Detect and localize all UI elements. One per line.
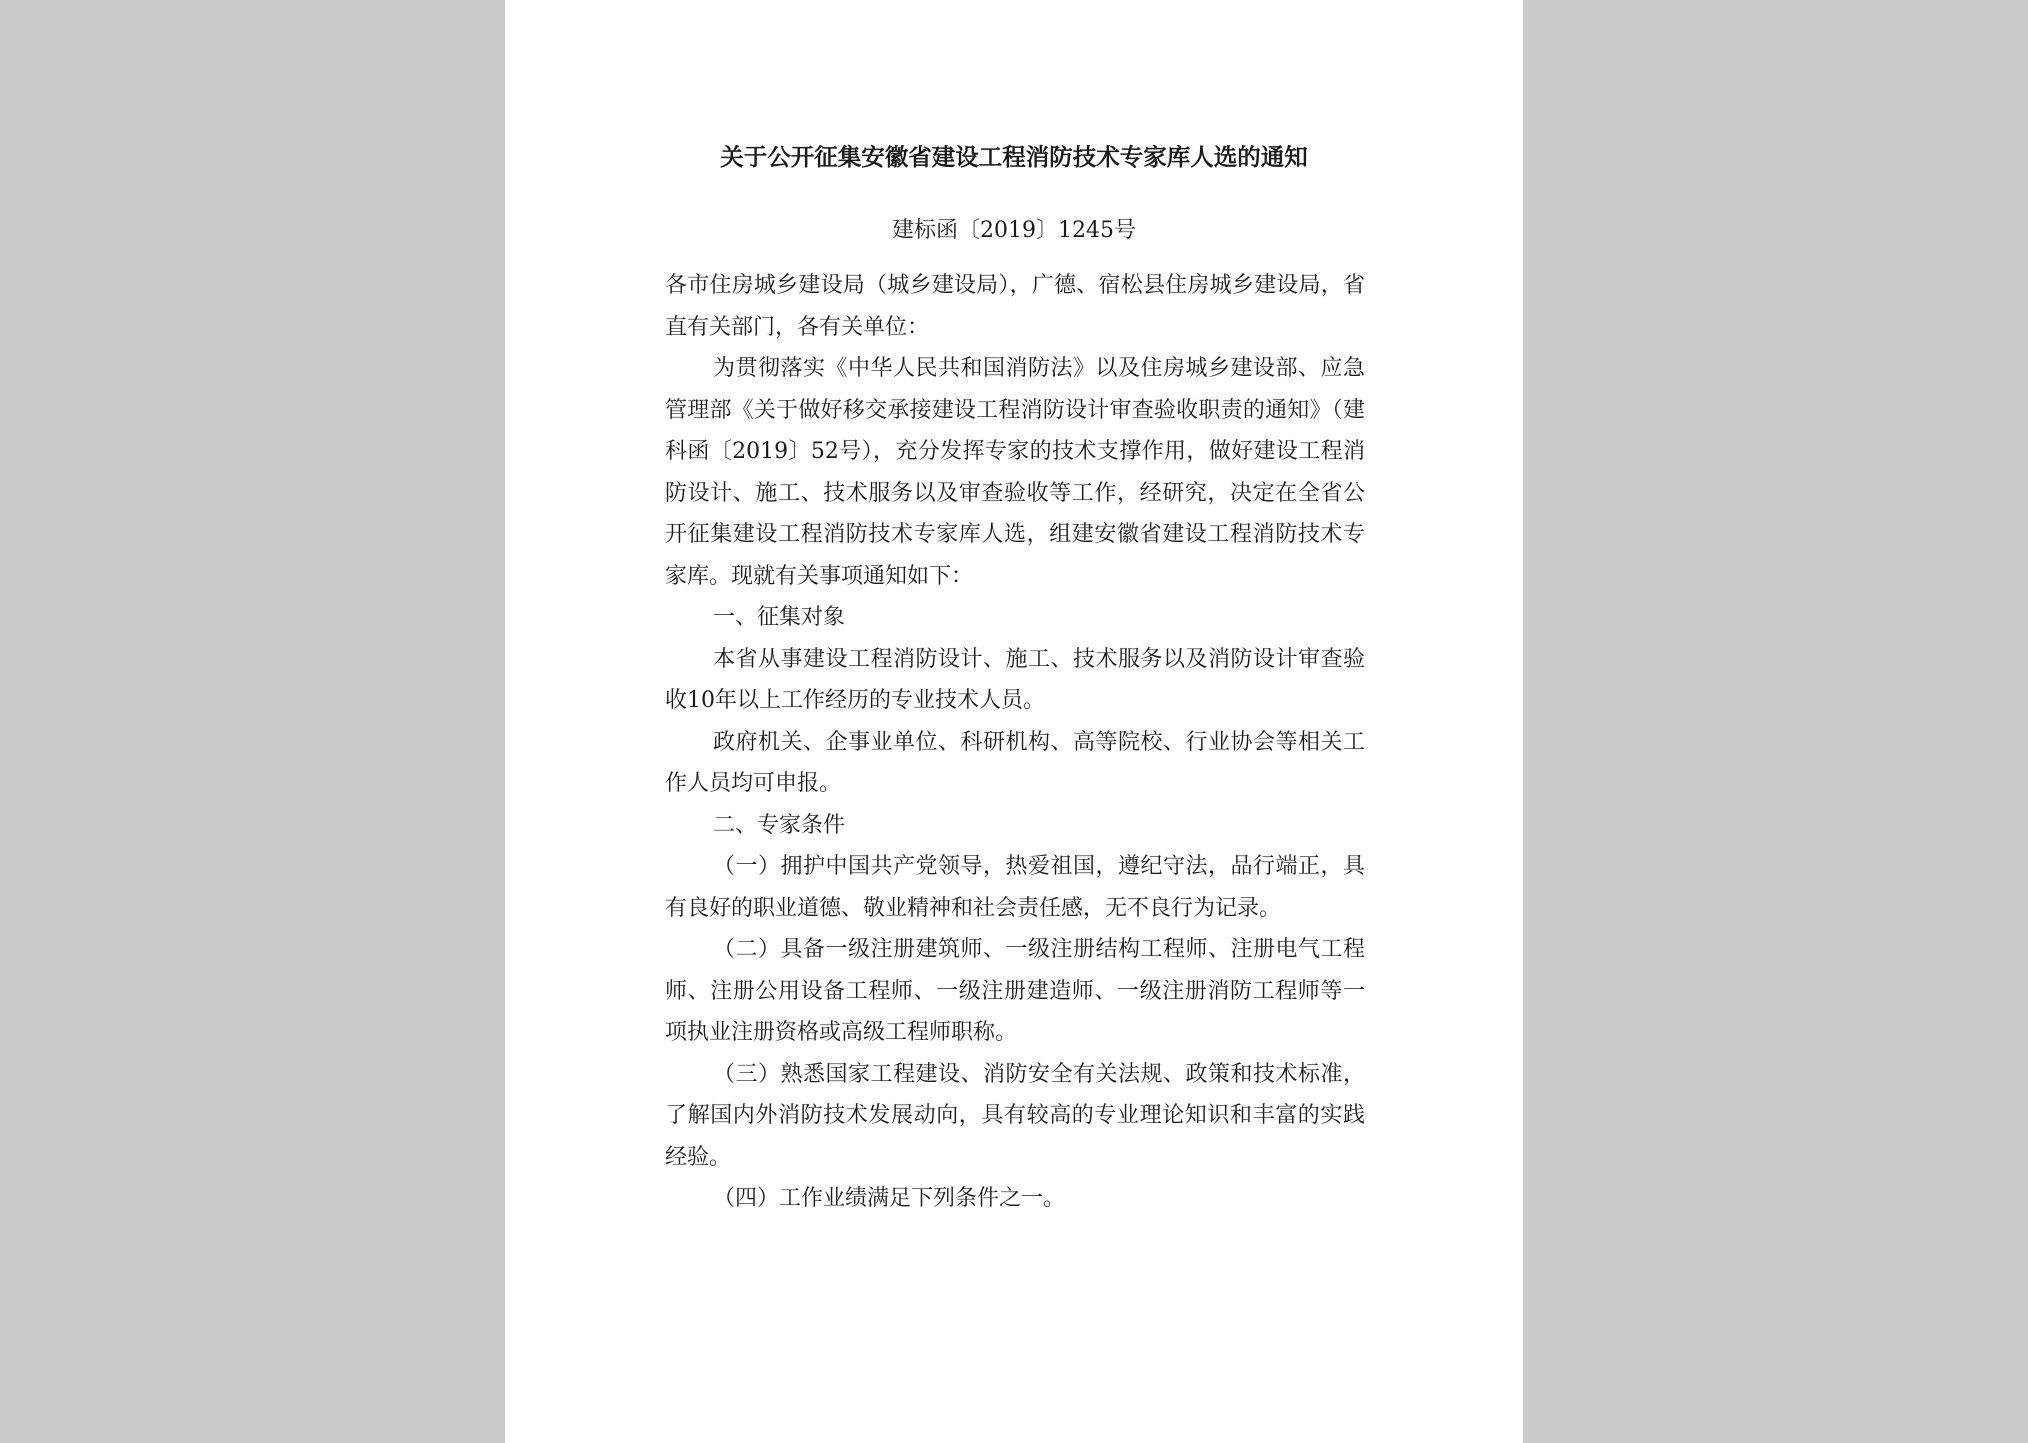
document-title: 关于公开征集安徽省建设工程消防技术专家库人选的通知 (720, 143, 1308, 171)
section-heading: 二、专家条件 (713, 812, 846, 838)
document-body (665, 265, 1365, 1220)
section-heading: 一、征集对象 (713, 605, 846, 630)
addressee-paragraph: 各市住房城乡建设局（城乡建设局），广德、宿松县住房城乡建设局，省直有关部门，各有关单位： (665, 273, 1365, 340)
document-number: 建标函〔2019〕1245号 (892, 218, 1136, 243)
condition-item: （四）工作业绩满足下列条件之一。 (713, 1186, 1066, 1211)
intro-paragraph: 为贯彻落实《中华人民共和国消防法》以及住房城乡建设部、应急管理部《关于做好移交承接建设工程消防设计审查验收职责的通知》（建科函〔2019〕52号），充分发挥专家的技术支撑作用，做好建设工程消防设计、施工、技术服务以及审查验收等工作，经研究，决定在全省公开征集建设工程消防技术专家库人选，组建安徽省建设工程消防技术专家库。现就有关事项通知如下： (665, 356, 1365, 589)
body-paragraph: 政府机关、企事业单位、科研机构、高等院校、行业协会等相关工作人员均可申报。 (665, 729, 1365, 796)
condition-item: （一）拥护中国共产党领导，热爱祖国，遵纪守法，品行端正，具有良好的职业道德、敬业精神和社会责任感，无不良行为记录。 (665, 854, 1365, 921)
condition-item: （三）熟悉国家工程建设、消防安全有关法规、政策和技术标准，了解国内外消防技术发展动向，具有较高的专业理论知识和丰富的实践经验。 (665, 1061, 1365, 1170)
body-paragraph: 本省从事建设工程消防设计、施工、技术服务以及消防设计审查验收10年以上工作经历的专业技术人员。 (665, 646, 1365, 713)
document-page (505, 0, 1523, 1443)
condition-item: （二）具备一级注册建筑师、一级注册结构工程师、注册电气工程师、注册公用设备工程师、一级注册建造师、一级注册消防工程师等一项执业注册资格或高级工程师职称。 (665, 937, 1365, 1045)
